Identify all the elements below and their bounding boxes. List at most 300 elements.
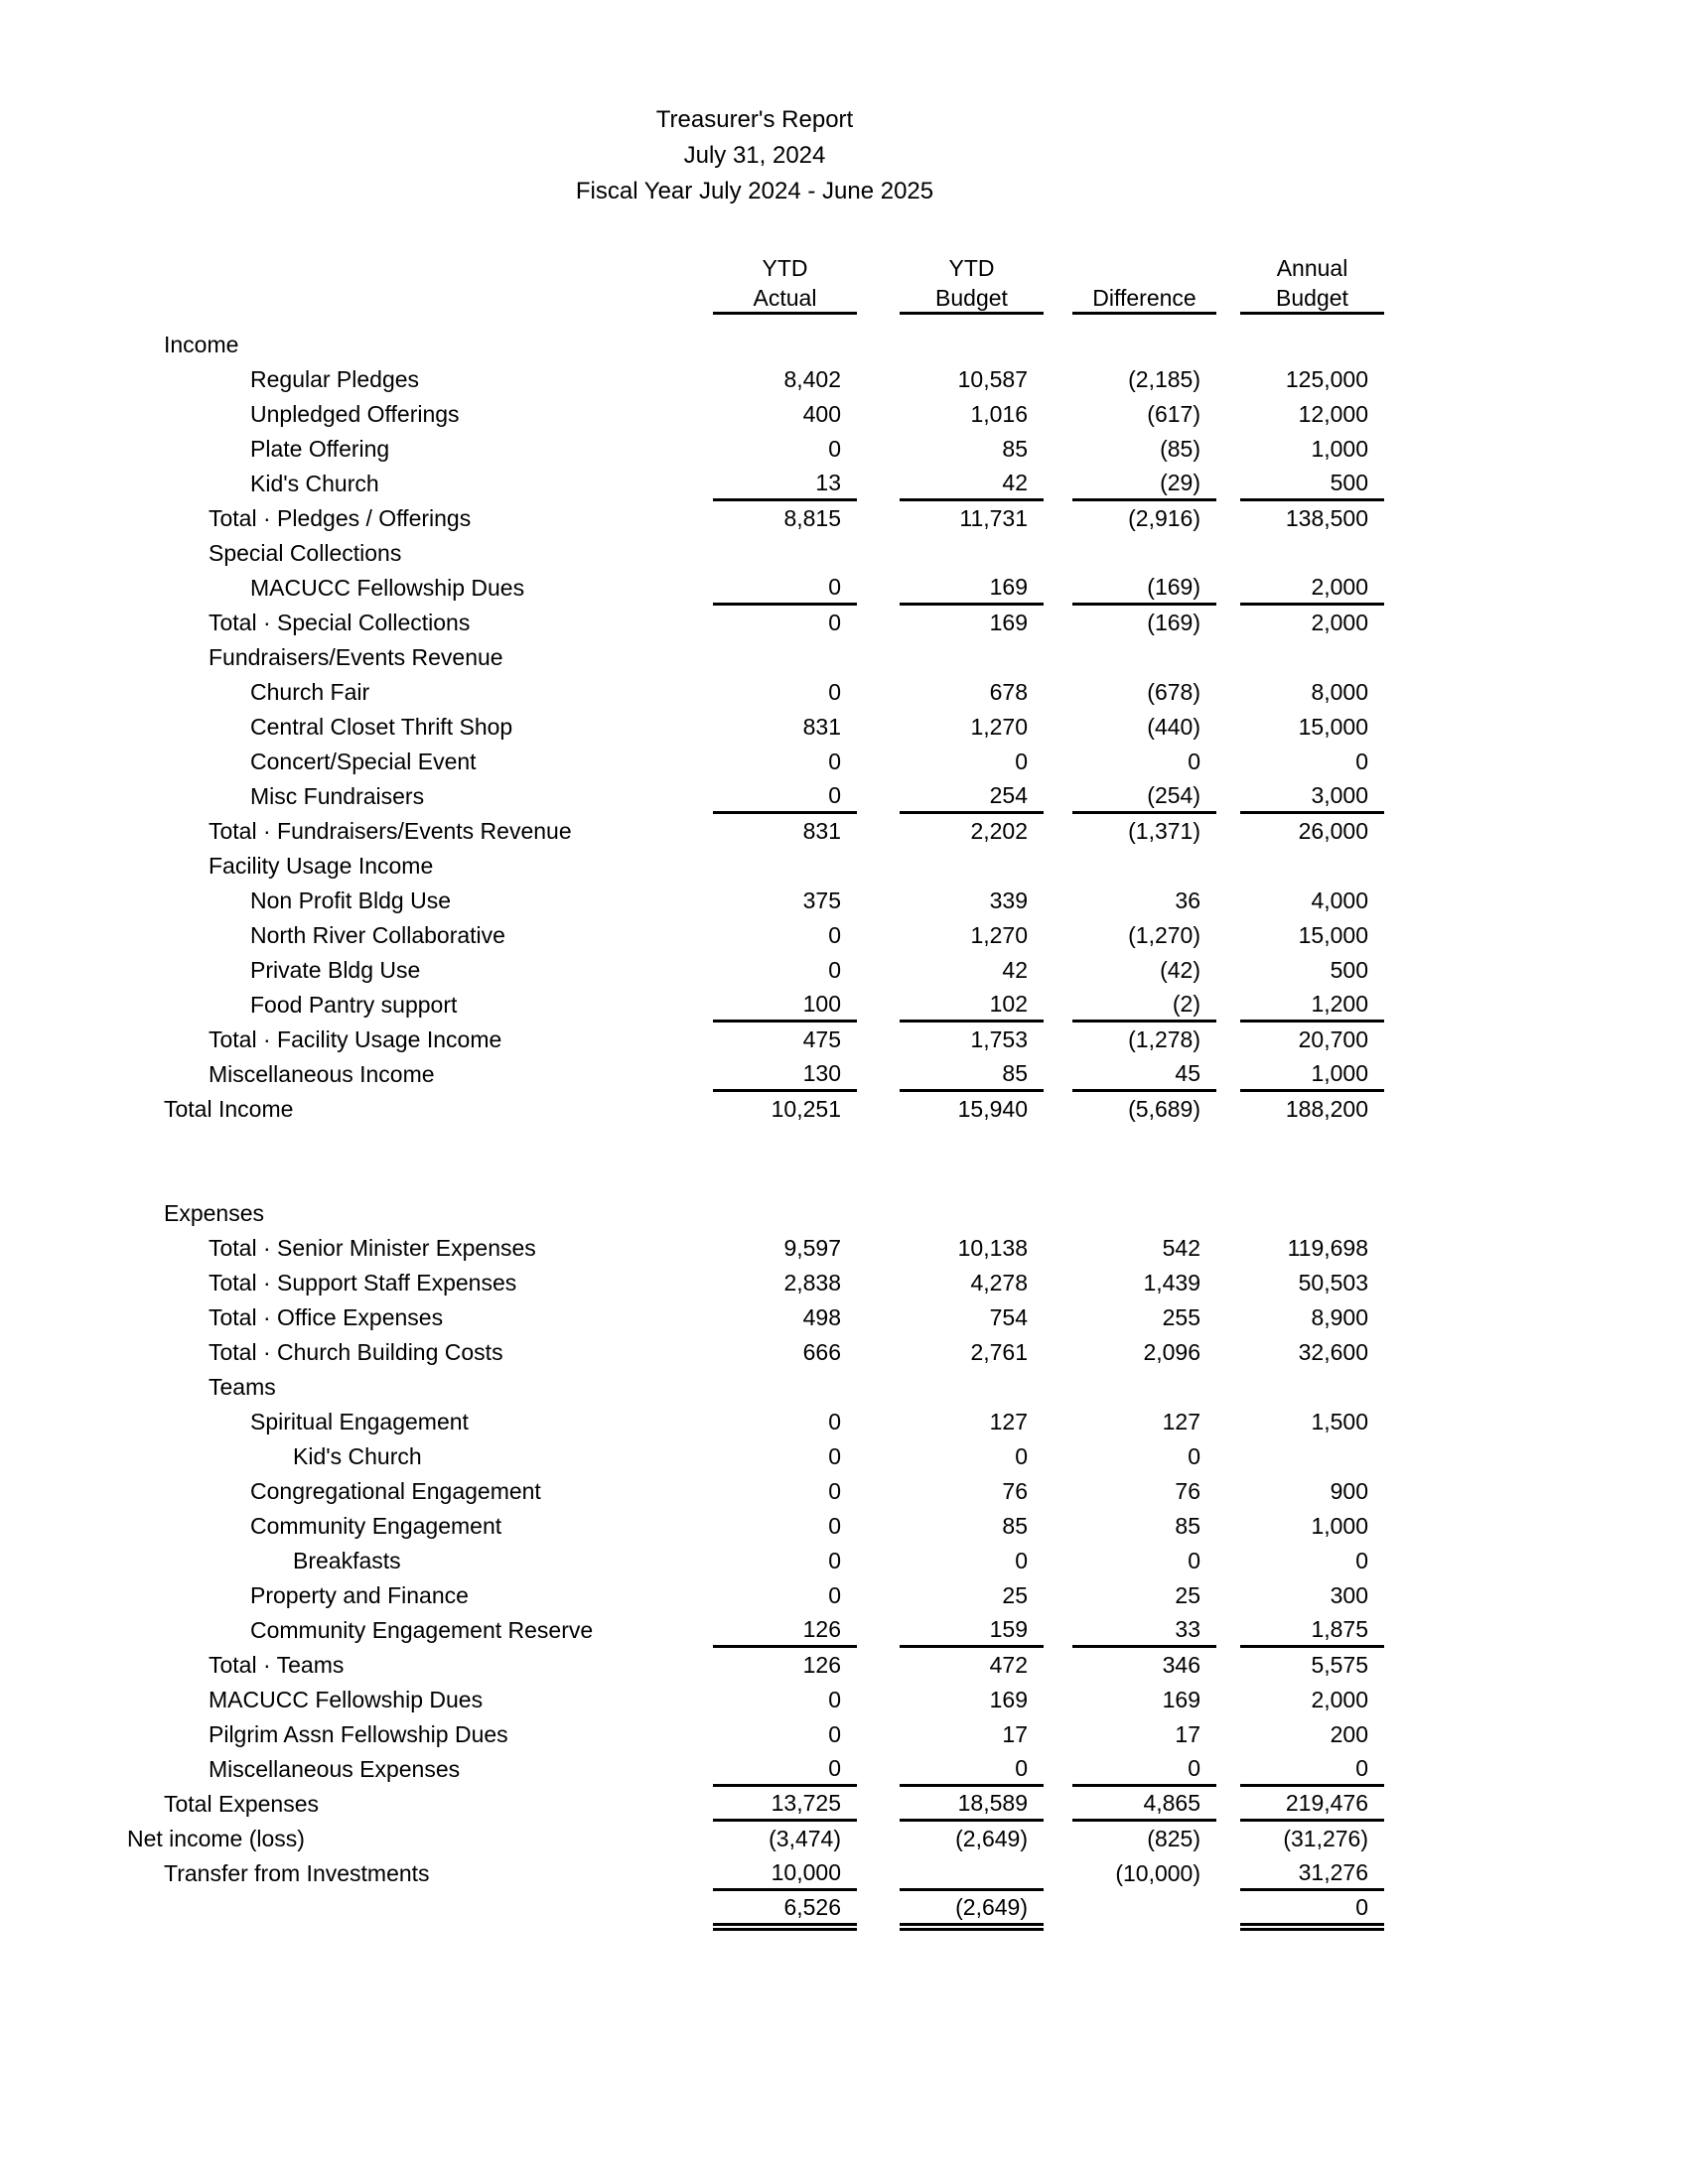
- table-row: [0, 1266, 1410, 1300]
- value-difference: [1072, 1370, 1216, 1405]
- table-row: [0, 1439, 1410, 1474]
- row-label: North River Collaborative: [250, 922, 505, 948]
- table-row: [0, 1405, 1410, 1439]
- value-ytd-actual: 0: [713, 1752, 857, 1787]
- cell-annual-budget: [1216, 1266, 1384, 1300]
- cell-difference: [1044, 953, 1216, 988]
- value-ytd-actual: 10,000: [713, 1856, 857, 1891]
- cell-ytd-budget: [857, 1300, 1044, 1335]
- value-ytd-budget: 4,278: [970, 1270, 1028, 1296]
- value-annual-budget: 200: [1330, 1721, 1368, 1747]
- value-difference: 76: [1175, 1478, 1200, 1504]
- value-annual-budget: 900: [1330, 1478, 1368, 1504]
- value-difference: 85: [1175, 1513, 1200, 1539]
- value-annual-budget: 119,698: [1287, 1235, 1368, 1261]
- value-difference: [1072, 1196, 1216, 1231]
- value-difference: 36: [1175, 887, 1200, 913]
- cell-ytd-actual: [698, 710, 857, 745]
- cell-ytd-budget: [857, 884, 1044, 918]
- table-row: [0, 467, 1410, 501]
- table-row: [0, 536, 1410, 571]
- value-ytd-actual: 0: [828, 1409, 841, 1434]
- cell-difference: [1044, 884, 1216, 918]
- cell-difference: [1044, 1231, 1216, 1266]
- header-difference-line1: [1044, 253, 1216, 284]
- cell-difference: [1044, 988, 1216, 1023]
- cell-difference: [1044, 1578, 1216, 1613]
- value-difference: 17: [1175, 1721, 1200, 1747]
- value-ytd-actual: 0: [828, 1687, 841, 1712]
- cell-ytd-actual: [698, 1544, 857, 1578]
- row-label: Total Income: [164, 1096, 294, 1122]
- cell-annual-budget: [1216, 1474, 1384, 1509]
- table-row: [0, 606, 1410, 640]
- value-ytd-actual: 0: [828, 1513, 841, 1539]
- table-row: [0, 571, 1410, 606]
- header-spacer: [0, 253, 698, 284]
- cell-annual-budget: [1216, 849, 1384, 884]
- value-annual-budget: 0: [1240, 1891, 1384, 1926]
- value-ytd-actual: 0: [828, 436, 841, 462]
- cell-ytd-budget: [857, 1578, 1044, 1613]
- value-ytd-actual: 0: [828, 679, 841, 705]
- cell-ytd-budget: [857, 1822, 1044, 1856]
- value-ytd-actual: 2,838: [783, 1270, 841, 1296]
- table-row: [0, 953, 1410, 988]
- value-ytd-budget: 1,016: [970, 401, 1028, 427]
- row-label: Central Closet Thrift Shop: [250, 714, 513, 740]
- cell-difference: [1044, 1300, 1216, 1335]
- cell-annual-budget: [1216, 1683, 1384, 1717]
- cell-annual-budget: [1216, 1335, 1384, 1370]
- cell-difference: [1044, 1717, 1216, 1752]
- cell-ytd-actual: [698, 1057, 857, 1092]
- value-ytd-budget: 25: [1002, 1582, 1028, 1608]
- cell-ytd-actual: [698, 988, 857, 1023]
- row-label: Community Engagement Reserve: [250, 1617, 594, 1643]
- cell-annual-budget: [1216, 1544, 1384, 1578]
- row-label: Expenses: [164, 1200, 265, 1226]
- value-ytd-actual: 0: [828, 749, 841, 774]
- value-ytd-budget: 42: [900, 467, 1044, 501]
- value-difference: (678): [1147, 679, 1200, 705]
- cell-ytd-actual: [698, 1717, 857, 1752]
- table-row: [0, 745, 1410, 779]
- cell-ytd-budget: [857, 1023, 1044, 1057]
- table-row: [0, 1544, 1410, 1578]
- cell-ytd-actual: [698, 1092, 857, 1127]
- cell-annual-budget: [1216, 918, 1384, 953]
- cell-ytd-actual: [698, 1752, 857, 1787]
- cell-annual-budget: [1216, 1370, 1384, 1405]
- value-ytd-budget: 1,753: [970, 1026, 1028, 1052]
- value-ytd-actual: 0: [713, 571, 857, 606]
- cell-difference: [1044, 779, 1216, 814]
- value-ytd-budget: 0: [1015, 1443, 1028, 1469]
- table-row: [0, 1578, 1410, 1613]
- value-annual-budget: [1240, 536, 1384, 571]
- cell-ytd-actual: [698, 918, 857, 953]
- value-annual-budget: 219,476: [1240, 1787, 1384, 1822]
- value-difference: (825): [1147, 1826, 1200, 1851]
- table-rows: [0, 328, 1410, 1926]
- row-label: Total · Pledges / Offerings: [209, 505, 472, 531]
- value-difference: 45: [1072, 1057, 1216, 1092]
- table-row: [0, 432, 1410, 467]
- value-difference: (254): [1072, 779, 1216, 814]
- value-difference: (29): [1072, 467, 1216, 501]
- cell-ytd-budget: [857, 1370, 1044, 1405]
- table-row: [0, 814, 1410, 849]
- value-annual-budget: 20,700: [1298, 1026, 1368, 1052]
- value-annual-budget: 500: [1240, 467, 1384, 501]
- row-label: MACUCC Fellowship Dues: [209, 1687, 484, 1712]
- row-label: Total · Office Expenses: [209, 1304, 444, 1330]
- value-ytd-actual: 400: [802, 401, 841, 427]
- value-difference: [1072, 1891, 1216, 1926]
- cell-ytd-actual: [698, 953, 857, 988]
- header-spacer: [0, 284, 698, 315]
- cell-difference: [1044, 1092, 1216, 1127]
- header-ytd-actual-line2: Actual: [698, 284, 857, 315]
- table-row: [0, 397, 1410, 432]
- row-label: Miscellaneous Expenses: [209, 1756, 461, 1782]
- cell-difference: [1044, 1509, 1216, 1544]
- cell-difference: [1044, 918, 1216, 953]
- value-ytd-actual: 831: [802, 714, 841, 740]
- row-label: Congregational Engagement: [250, 1478, 541, 1504]
- table-row: [0, 710, 1410, 745]
- header-annual-budget-line2: Budget: [1216, 284, 1384, 315]
- spacer-row: [0, 1161, 1410, 1196]
- cell-difference: [1044, 1023, 1216, 1057]
- value-ytd-budget: 2,761: [970, 1339, 1028, 1365]
- cell-ytd-actual: [698, 640, 857, 675]
- value-ytd-budget: [900, 1196, 1044, 1231]
- value-ytd-actual: 0: [828, 957, 841, 983]
- table-row: [0, 884, 1410, 918]
- value-annual-budget: [1240, 849, 1384, 884]
- cell-ytd-actual: [698, 1787, 857, 1822]
- cell-difference: [1044, 710, 1216, 745]
- cell-ytd-budget: [857, 745, 1044, 779]
- cell-ytd-actual: [698, 362, 857, 397]
- value-annual-budget: 3,000: [1240, 779, 1384, 814]
- value-difference: (1,371): [1128, 818, 1200, 844]
- table-row: [0, 1752, 1410, 1787]
- cell-ytd-actual: [698, 1683, 857, 1717]
- table-row: [0, 362, 1410, 397]
- value-difference: 169: [1162, 1687, 1200, 1712]
- cell-ytd-budget: [857, 1474, 1044, 1509]
- table-row: [0, 1648, 1410, 1683]
- value-ytd-budget: 169: [900, 571, 1044, 606]
- table-row: [0, 918, 1410, 953]
- value-annual-budget: 138,500: [1285, 505, 1368, 531]
- value-ytd-budget: [900, 536, 1044, 571]
- value-ytd-actual: 13: [713, 467, 857, 501]
- value-ytd-budget: 85: [1002, 436, 1028, 462]
- cell-ytd-budget: [857, 606, 1044, 640]
- table-row: [0, 988, 1410, 1023]
- value-difference: 0: [1188, 1443, 1200, 1469]
- row-label: Private Bldg Use: [250, 957, 421, 983]
- row-label: Church Fair: [250, 679, 370, 705]
- cell-ytd-actual: [698, 1196, 857, 1231]
- value-difference: 127: [1162, 1409, 1200, 1434]
- cell-difference: [1044, 606, 1216, 640]
- cell-ytd-budget: [857, 1717, 1044, 1752]
- cell-difference: [1044, 1891, 1216, 1926]
- value-annual-budget: 1,000: [1240, 1057, 1384, 1092]
- value-ytd-budget: 11,731: [959, 505, 1028, 531]
- value-annual-budget: 4,000: [1311, 887, 1368, 913]
- value-difference: (617): [1147, 401, 1200, 427]
- cell-annual-budget: [1216, 1509, 1384, 1544]
- cell-difference: [1044, 1057, 1216, 1092]
- row-label: Non Profit Bldg Use: [250, 887, 451, 913]
- cell-annual-budget: [1216, 1439, 1384, 1474]
- cell-ytd-budget: [857, 467, 1044, 501]
- report-fiscal-year: Fiscal Year July 2024 - June 2025: [575, 178, 934, 205]
- cell-annual-budget: [1216, 779, 1384, 814]
- cell-difference: [1044, 1405, 1216, 1439]
- cell-annual-budget: [1216, 1856, 1384, 1891]
- row-label: Unpledged Offerings: [250, 401, 460, 427]
- cell-difference: [1044, 1196, 1216, 1231]
- cell-annual-budget: [1216, 1057, 1384, 1092]
- column-header-row-2: [0, 284, 1410, 315]
- cell-ytd-actual: [698, 536, 857, 571]
- row-label: MACUCC Fellowship Dues: [250, 575, 525, 601]
- value-annual-budget: 26,000: [1298, 818, 1368, 844]
- cell-ytd-actual: [698, 814, 857, 849]
- cell-difference: [1044, 1439, 1216, 1474]
- cell-difference: [1044, 397, 1216, 432]
- cell-ytd-actual: [698, 884, 857, 918]
- row-label: Regular Pledges: [250, 366, 420, 392]
- value-ytd-actual: 100: [713, 988, 857, 1023]
- row-label: Total Expenses: [164, 1791, 319, 1817]
- cell-annual-budget: [1216, 1092, 1384, 1127]
- value-annual-budget: 0: [1355, 749, 1368, 774]
- cell-ytd-actual: [698, 1335, 857, 1370]
- cell-annual-budget: [1216, 988, 1384, 1023]
- value-annual-budget: 125,000: [1285, 366, 1368, 392]
- cell-difference: [1044, 814, 1216, 849]
- cell-ytd-actual: [698, 1266, 857, 1300]
- value-difference: 0: [1072, 1752, 1216, 1787]
- value-ytd-budget: 85: [1002, 1513, 1028, 1539]
- value-ytd-actual: 0: [713, 779, 857, 814]
- cell-ytd-actual: [698, 467, 857, 501]
- table-row: [0, 640, 1410, 675]
- table-row: [0, 1196, 1410, 1231]
- cell-annual-budget: [1216, 675, 1384, 710]
- value-difference: (85): [1160, 436, 1200, 462]
- value-ytd-actual: [713, 1370, 857, 1405]
- value-ytd-budget: 42: [1002, 957, 1028, 983]
- row-label: Concert/Special Event: [250, 749, 477, 774]
- value-ytd-actual: [713, 640, 857, 675]
- cell-annual-budget: [1216, 1023, 1384, 1057]
- value-annual-budget: (31,276): [1283, 1826, 1368, 1851]
- value-ytd-actual: 13,725: [713, 1787, 857, 1822]
- value-difference: (440): [1147, 714, 1200, 740]
- cell-ytd-actual: [698, 675, 857, 710]
- value-ytd-budget: 169: [989, 610, 1028, 635]
- value-difference: 346: [1162, 1652, 1200, 1678]
- value-ytd-actual: 475: [802, 1026, 841, 1052]
- value-difference: 4,865: [1072, 1787, 1216, 1822]
- cell-ytd-actual: [698, 779, 857, 814]
- value-ytd-budget: [900, 849, 1044, 884]
- row-label: Total · Teams: [209, 1652, 345, 1678]
- cell-ytd-budget: [857, 814, 1044, 849]
- row-label: Pilgrim Assn Fellowship Dues: [209, 1721, 508, 1747]
- cell-ytd-actual: [698, 501, 857, 536]
- cell-annual-budget: [1216, 1717, 1384, 1752]
- value-ytd-actual: 375: [802, 887, 841, 913]
- value-annual-budget: 32,600: [1298, 1339, 1368, 1365]
- value-annual-budget: 15,000: [1298, 922, 1368, 948]
- value-annual-budget: 8,000: [1311, 679, 1368, 705]
- row-label: Total · Facility Usage Income: [209, 1026, 502, 1052]
- value-annual-budget: [1240, 328, 1384, 362]
- value-difference: (2,916): [1128, 505, 1200, 531]
- value-ytd-budget: 127: [989, 1409, 1028, 1434]
- cell-ytd-actual: [698, 1370, 857, 1405]
- cell-ytd-actual: [698, 1648, 857, 1683]
- cell-annual-budget: [1216, 501, 1384, 536]
- row-label: Net income (loss): [127, 1826, 305, 1851]
- cell-annual-budget: [1216, 640, 1384, 675]
- value-annual-budget: 2,000: [1311, 610, 1368, 635]
- value-difference: 542: [1162, 1235, 1200, 1261]
- value-difference: (5,689): [1128, 1096, 1200, 1122]
- value-ytd-budget: (2,649): [955, 1826, 1028, 1851]
- value-difference: (2,185): [1128, 366, 1200, 392]
- row-label: Fundraisers/Events Revenue: [209, 644, 503, 670]
- value-ytd-budget: 678: [989, 679, 1028, 705]
- header-ytd-budget-line1: YTD: [948, 255, 995, 281]
- cell-difference: [1044, 1822, 1216, 1856]
- value-annual-budget: 0: [1240, 1752, 1384, 1787]
- cell-difference: [1044, 1544, 1216, 1578]
- value-ytd-budget: 0: [1015, 749, 1028, 774]
- column-header-row-1: [0, 253, 1410, 284]
- report-title: Treasurer's Report: [655, 106, 854, 133]
- value-annual-budget: 15,000: [1298, 714, 1368, 740]
- row-label: Property and Finance: [250, 1582, 469, 1608]
- cell-difference: [1044, 362, 1216, 397]
- header-ytd-budget-line2: Budget: [857, 284, 1044, 315]
- cell-ytd-budget: [857, 501, 1044, 536]
- row-label: Total · Senior Minister Expenses: [209, 1235, 536, 1261]
- value-ytd-actual: 498: [802, 1304, 841, 1330]
- value-ytd-budget: 754: [989, 1304, 1028, 1330]
- cell-ytd-budget: [857, 1057, 1044, 1092]
- value-difference: (169): [1147, 610, 1200, 635]
- value-annual-budget: 50,503: [1298, 1270, 1368, 1296]
- cell-annual-budget: [1216, 1752, 1384, 1787]
- cell-annual-budget: [1216, 1300, 1384, 1335]
- value-ytd-actual: 130: [713, 1057, 857, 1092]
- value-annual-budget: [1240, 1439, 1384, 1474]
- value-ytd-budget: 85: [900, 1057, 1044, 1092]
- value-annual-budget: 8,900: [1311, 1304, 1368, 1330]
- cell-annual-budget: [1216, 1613, 1384, 1648]
- cell-ytd-budget: [857, 1891, 1044, 1926]
- value-annual-budget: 2,000: [1240, 571, 1384, 606]
- cell-annual-budget: [1216, 1196, 1384, 1231]
- cell-ytd-actual: [698, 1439, 857, 1474]
- cell-ytd-budget: [857, 1752, 1044, 1787]
- table-row: [0, 1057, 1410, 1092]
- row-label: Total · Special Collections: [209, 610, 471, 635]
- cell-annual-budget: [1216, 362, 1384, 397]
- cell-annual-budget: [1216, 467, 1384, 501]
- row-label: Plate Offering: [250, 436, 390, 462]
- cell-ytd-actual: [698, 1891, 857, 1926]
- row-label: [0, 1891, 698, 1926]
- row-label: Total · Fundraisers/Events Revenue: [209, 818, 572, 844]
- value-annual-budget: 0: [1355, 1548, 1368, 1573]
- spacer-row: [0, 1127, 1410, 1161]
- value-annual-budget: 1,875: [1240, 1613, 1384, 1648]
- value-ytd-actual: 0: [828, 610, 841, 635]
- cell-annual-budget: [1216, 1822, 1384, 1856]
- value-annual-budget: 1,000: [1311, 436, 1368, 462]
- cell-annual-budget: [1216, 432, 1384, 467]
- cell-annual-budget: [1216, 1891, 1384, 1926]
- cell-difference: [1044, 1370, 1216, 1405]
- value-difference: [1072, 849, 1216, 884]
- table-row: [0, 1370, 1410, 1405]
- cell-ytd-actual: [698, 1613, 857, 1648]
- value-ytd-actual: 0: [828, 922, 841, 948]
- value-annual-budget: 1,500: [1311, 1409, 1368, 1434]
- row-label: Community Engagement: [250, 1513, 502, 1539]
- cell-annual-budget: [1216, 606, 1384, 640]
- cell-annual-budget: [1216, 814, 1384, 849]
- value-ytd-actual: 831: [802, 818, 841, 844]
- cell-ytd-budget: [857, 675, 1044, 710]
- value-ytd-budget: 18,589: [900, 1787, 1044, 1822]
- cell-ytd-budget: [857, 1335, 1044, 1370]
- value-annual-budget: [1240, 1370, 1384, 1405]
- cell-ytd-budget: [857, 362, 1044, 397]
- row-label: Kid's Church: [293, 1443, 422, 1469]
- value-ytd-actual: 8,402: [783, 366, 841, 392]
- table-row: [0, 1856, 1410, 1891]
- row-label: Misc Fundraisers: [250, 783, 425, 809]
- value-annual-budget: [1240, 1196, 1384, 1231]
- table-row: [0, 1891, 1410, 1926]
- value-ytd-actual: 666: [802, 1339, 841, 1365]
- cell-annual-budget: [1216, 1231, 1384, 1266]
- row-label: Kid's Church: [250, 471, 379, 496]
- value-ytd-actual: 6,526: [713, 1891, 857, 1926]
- report-date: July 31, 2024: [683, 142, 826, 169]
- cell-ytd-budget: [857, 988, 1044, 1023]
- value-difference: 255: [1162, 1304, 1200, 1330]
- value-difference: (2): [1072, 988, 1216, 1023]
- table-row: [0, 328, 1410, 362]
- row-label: Special Collections: [209, 540, 402, 566]
- cell-ytd-actual: [698, 745, 857, 779]
- value-ytd-actual: 0: [828, 1443, 841, 1469]
